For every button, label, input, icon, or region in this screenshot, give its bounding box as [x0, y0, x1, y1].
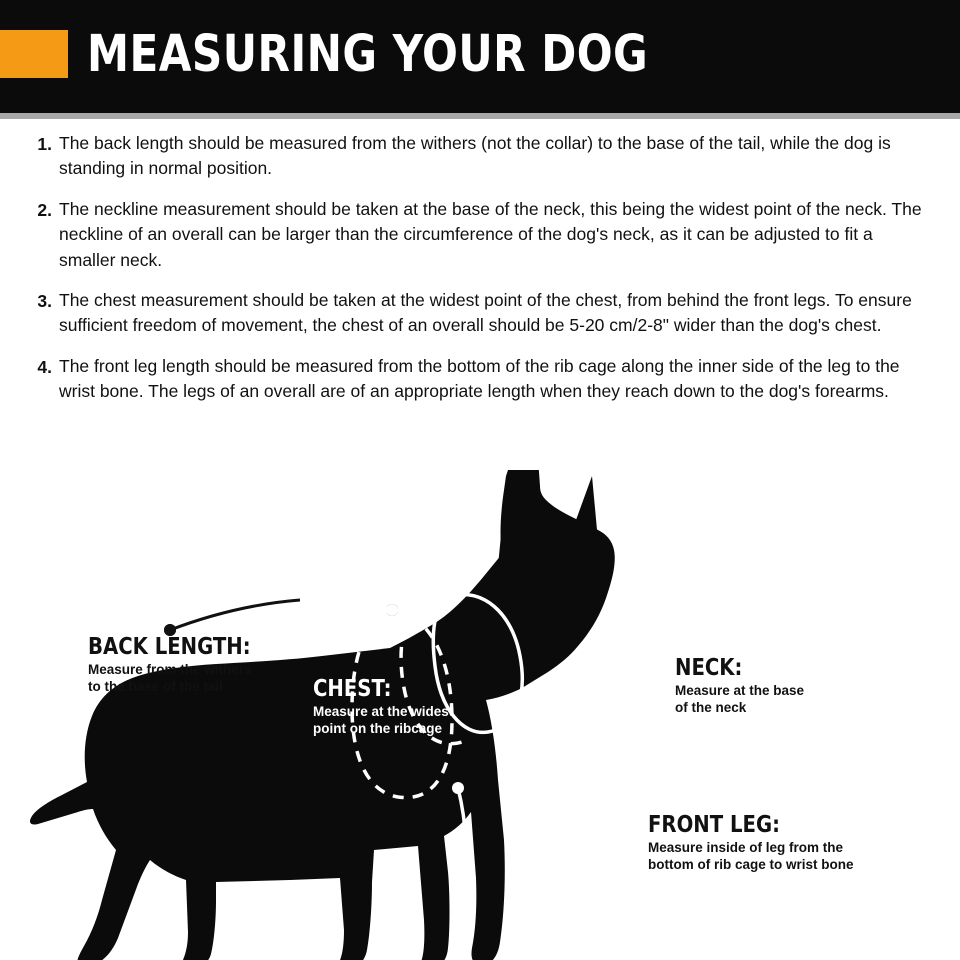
label-chest-title: CHEST:	[313, 676, 392, 702]
list-item-number: 3.	[37, 290, 52, 311]
label-front-leg	[648, 813, 854, 874]
list-item-number: 4.	[37, 356, 52, 377]
label-front-leg-subtitle-2: bottom of rib cage to wrist bone	[648, 857, 854, 873]
label-neck	[675, 656, 804, 717]
label-chest-subtitle-2: point on the ribcage	[313, 721, 443, 737]
label-chest	[313, 677, 453, 738]
label-back-length	[88, 635, 259, 696]
label-back-length-subtitle-1: Measure from the withers	[88, 662, 252, 678]
back-length-line-overlay	[300, 599, 398, 616]
list-item-number: 2.	[37, 199, 52, 220]
label-chest-subtitle-1: Measure at the widest	[313, 704, 454, 720]
label-back-length-title: BACK LENGTH:	[88, 634, 251, 660]
instruction-list	[0, 131, 960, 419]
list-item	[28, 131, 930, 182]
dog-measurement-diagram	[0, 470, 960, 960]
list-item	[28, 354, 930, 405]
list-item-text: The chest measurement should be taken at the widest point of the chest, from behind the front legs. To ensure sufficient freedom of movement, the chest of an overall should be 5-20 cm/2-8" wider than the dog's chest.	[59, 289, 912, 336]
label-front-leg-subtitle-1: Measure inside of leg from the	[648, 840, 844, 856]
label-neck-subtitle-2: of the neck	[675, 700, 747, 716]
list-item-text: The back length should be measured from the withers (not the collar) to the base of the tail, while the dog is standing in normal position.	[59, 133, 891, 179]
label-neck-title: NECK:	[675, 655, 743, 681]
label-back-length-subtitle-2: to the base of the tail	[88, 679, 224, 695]
label-front-leg-title: FRONT LEG:	[648, 812, 780, 838]
list-item	[28, 288, 930, 339]
page-header	[0, 0, 960, 113]
header-divider	[0, 113, 960, 119]
list-item	[28, 197, 930, 273]
dog-silhouette-icon	[0, 470, 960, 960]
label-neck-subtitle-1: Measure at the base	[675, 683, 805, 699]
list-item-text: The neckline measurement should be taken at the base of the neck, this being the widest point of the neck. The neckline of an overall can be larger than the circumference of the dog's neck, as it can be adjusted to fit a smaller neck.	[59, 198, 922, 270]
list-item-text: The front leg length should be measured from the bottom of the rib cage along the inner side of the leg to the wrist bone. The legs of an overall are of an appropriate length when they reach down to the dog's forearms.	[59, 355, 900, 401]
page-title: MEASURING YOUR DOG	[87, 25, 649, 84]
list-item-number: 1.	[37, 134, 52, 154]
header-accent-block	[0, 30, 68, 78]
